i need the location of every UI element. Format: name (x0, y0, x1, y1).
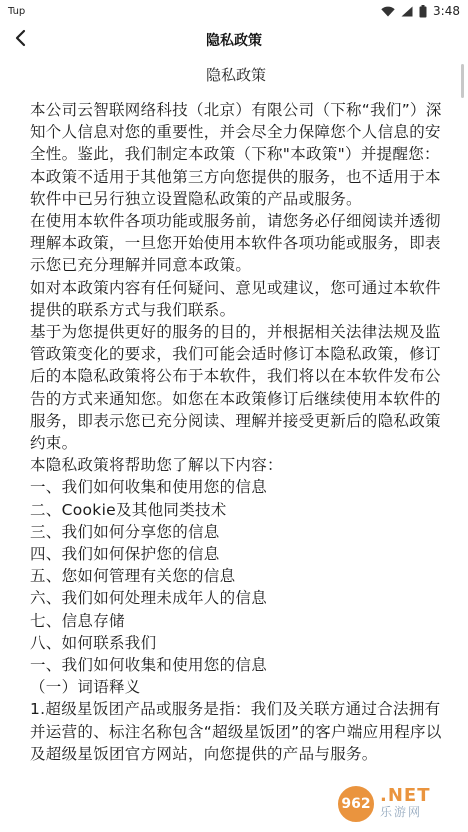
wifi-icon (381, 6, 395, 17)
chevron-left-icon (14, 29, 26, 51)
toc-item: 六、我们如何处理未成年人的信息 (30, 589, 268, 608)
watermark-badge: 962 (336, 784, 376, 824)
page-title: 隐私政策 (206, 33, 262, 49)
scrollbar[interactable] (461, 64, 464, 98)
navigation-bar (0, 22, 468, 58)
subsection-heading: （一）词语释义 (30, 678, 141, 697)
back-button[interactable] (6, 26, 34, 54)
toc-item: 一、我们如何收集和使用您的信息 (30, 478, 268, 497)
policy-paragraph: 本公司云智联网络科技（北京）有限公司（下称“我们”）深知个人信息对您的重要性，并会尽全力保障您个人信息的安全性。鉴此，我们制定本政策（下称"本政策"）并提醒您： (30, 101, 442, 164)
watermark-sub-text: 乐游网 (380, 805, 423, 819)
policy-content[interactable] (30, 58, 442, 832)
policy-paragraph: 如对本政策内容有任何疑问、意见或建议，您可通过本软件提供的联系方式与我们联系。 (30, 278, 441, 319)
toc-item: 七、信息存储 (30, 611, 125, 630)
document-title: 隐私政策 (205, 66, 266, 84)
toc-item: 五、您如何管理有关您的信息 (30, 567, 236, 586)
toc-item: 三、我们如何分享您的信息 (30, 522, 220, 541)
policy-paragraph: 本政策不适用于其他第三方向您提供的服务，也不适用于本软件中已另行独立设置隐私政策的产品或服务。 (30, 167, 441, 208)
policy-paragraph: 在使用本软件各项功能或服务前，请您务必仔细阅读并透彻理解本政策，一旦您开始使用本软件各项功能或服务，即表示您已充分理解并同意本政策。 (30, 212, 441, 275)
status-bar (0, 0, 468, 22)
status-time: 3:48 (433, 4, 460, 18)
toc-item: 二、Cookie及其他同类技术 (30, 500, 227, 519)
policy-paragraph: 1.超级星饭团产品或服务是指：我们及关联方通过合法拥有并运营的、标注名称包含“超级星饭团”的客户端应用程序以及超级星饭团官方网站，向您提供的产品与服务。 (30, 700, 442, 763)
toc-item: 四、我们如何保护您的信息 (30, 545, 220, 564)
status-icons (381, 4, 460, 18)
toc-item: 八、如何联系我们 (30, 633, 157, 652)
signal-icon (401, 6, 413, 17)
section-heading: 一、我们如何收集和使用您的信息 (30, 656, 268, 675)
site-watermark (336, 784, 462, 824)
policy-paragraph: 本隐私政策将帮助您了解以下内容： (30, 456, 283, 475)
carrier-label: Tup (8, 5, 26, 17)
policy-paragraph: 基于为您提供更好的服务的目的，并根据相关法律法规及监管政策变化的要求，我们可能会适时修订本隐私政策，修订后的本隐私政策将公布于本软件，我们将以在本软件发布公告的方式来通知您。如您在本政策修订后继续使用本软件的服务，即表示您已充分阅读、理解并接受更新后的隐私政策约束。 (30, 323, 441, 453)
battery-icon (419, 5, 427, 18)
watermark-main-text: .NET (380, 785, 431, 806)
